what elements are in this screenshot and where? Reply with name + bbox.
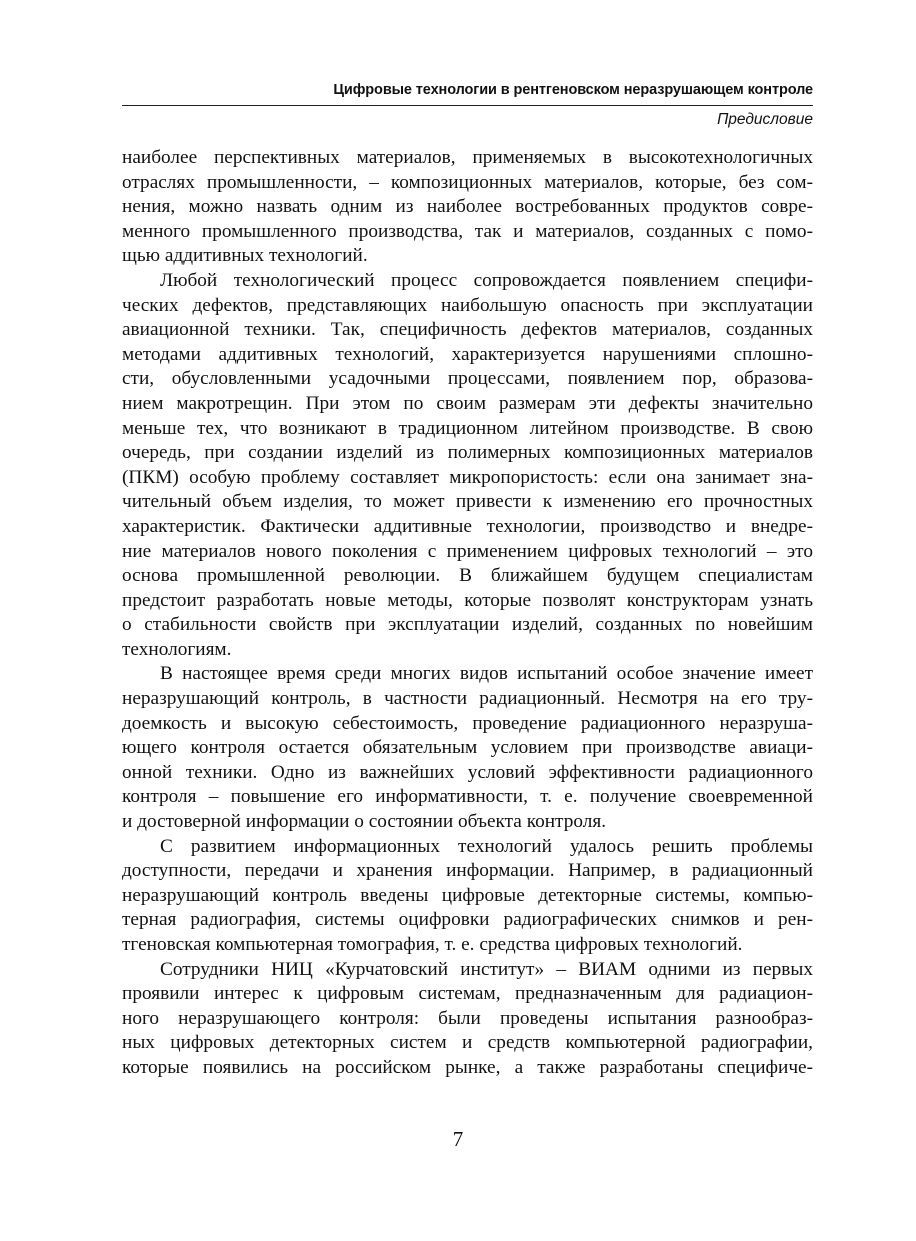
text-line: неразрушающий контроль введены цифровые детекторные системы, компью- — [122, 884, 813, 906]
paragraph — [122, 146, 813, 269]
text-line: неразрушающий контроль, в частности радиационный. Несмотря на его тру- — [122, 688, 813, 710]
text-line: проявили интерес к цифровым системам, предназначенным для радиацион- — [122, 983, 813, 1005]
text-line: нения, можно назвать одним из наиболее востребованных продуктов совре- — [122, 196, 813, 218]
text-line: и достоверной информации о состоянии объекта контроля. — [122, 811, 607, 833]
text-line: терная радиография, системы оцифровки радиографических снимков и рен- — [122, 909, 813, 931]
paragraph — [122, 958, 813, 1081]
text-line: Любой технологический процесс сопровождается появлением специфи- — [160, 269, 813, 291]
text-line: менного промышленного производства, так и материалов, созданных с помо- — [122, 220, 813, 242]
text-line: наиболее перспективных материалов, применяемых в высокотехнологичных — [122, 147, 813, 168]
text-line: которые появились на российском рынке, а также разработаны специфиче- — [122, 1056, 813, 1078]
page-number: 7 — [452, 1127, 464, 1151]
text-line: авиационной техники. Так, специфичность дефектов материалов, созданных — [122, 319, 813, 341]
text-line: нием макротрещин. При этом по своим размерам эти дефекты значительно — [122, 392, 813, 414]
text-line: (ПКМ) особую проблему составляет микропористость: если она занимает зна- — [122, 466, 813, 488]
text-line: доемкость и высокую себестоимость, проведение радиационного неразруша- — [122, 712, 813, 734]
text-line: С развитием информационных технологий удалось решить проблемы — [160, 835, 813, 857]
text-line: тгеновская компьютерная томография, т. е. средства цифровых технологий. — [122, 934, 743, 955]
text-line: ческих дефектов, представляющих наибольшую опасность при эксплуатации — [122, 294, 813, 316]
text-line: технологиям. — [122, 638, 232, 660]
text-line: ного неразрушающего контроля: были проведены испытания разнообраз- — [122, 1007, 813, 1029]
text-line: онной техники. Одно из важнейших условий эффективности радиационного — [122, 761, 813, 783]
running-header-section: Предисловие — [717, 111, 813, 128]
text-line: меньше тех, что возникают в традиционном литейном производстве. В свою — [122, 417, 813, 439]
paragraph — [122, 835, 813, 958]
text-line: характеристик. Фактически аддитивные технологии, производство и внедре- — [122, 515, 813, 537]
text-line: щью аддитивных технологий. — [122, 245, 368, 267]
text-line: основа промышленной революции. В ближайшем будущем специалистам — [122, 565, 813, 587]
text-line: о стабильности свойств при эксплуатации изделий, созданных по новейшим — [122, 614, 813, 636]
running-header-title: Цифровые технологии в рентгеновском неразрушающем контроле — [333, 82, 813, 98]
text-line: контроля – повышение его информативности, т. е. получение своевременной — [122, 786, 813, 808]
body-text — [122, 146, 813, 1081]
text-line: ние материалов нового поколения с применением цифровых технологий – это — [122, 540, 813, 562]
text-line: Сотрудники НИЦ «Курчатовский институт» – ВИАМ одними из первых — [160, 958, 813, 980]
text-line: ных цифровых детекторных систем и средств компьютерной радиографии, — [122, 1032, 813, 1054]
text-line: очередь, при создании изделий из полимерных композиционных материалов — [122, 442, 813, 464]
text-line: В настоящее время среди многих видов испытаний особое значение имеет — [160, 663, 813, 685]
text-line: сти, обусловленными усадочными процессами, появлением пор, образова- — [122, 368, 813, 390]
text-line: отраслях промышленности, – композиционных материалов, которые, без сом- — [122, 171, 813, 193]
header-divider — [122, 105, 813, 106]
text-line: предстоит разработать новые методы, которые позволят конструкторам узнать — [122, 589, 813, 611]
text-line: чительный объем изделия, то может привести к изменению его прочностных — [122, 491, 813, 513]
paragraph — [122, 662, 813, 834]
text-line: доступности, передачи и хранения информации. Например, в радиационный — [122, 860, 813, 882]
paragraph — [122, 269, 813, 663]
text-line: методами аддитивных технологий, характеризуется нарушениями сплошно- — [122, 343, 813, 365]
text-line: ющего контроля остается обязательным условием при производстве авиаци- — [122, 737, 813, 759]
